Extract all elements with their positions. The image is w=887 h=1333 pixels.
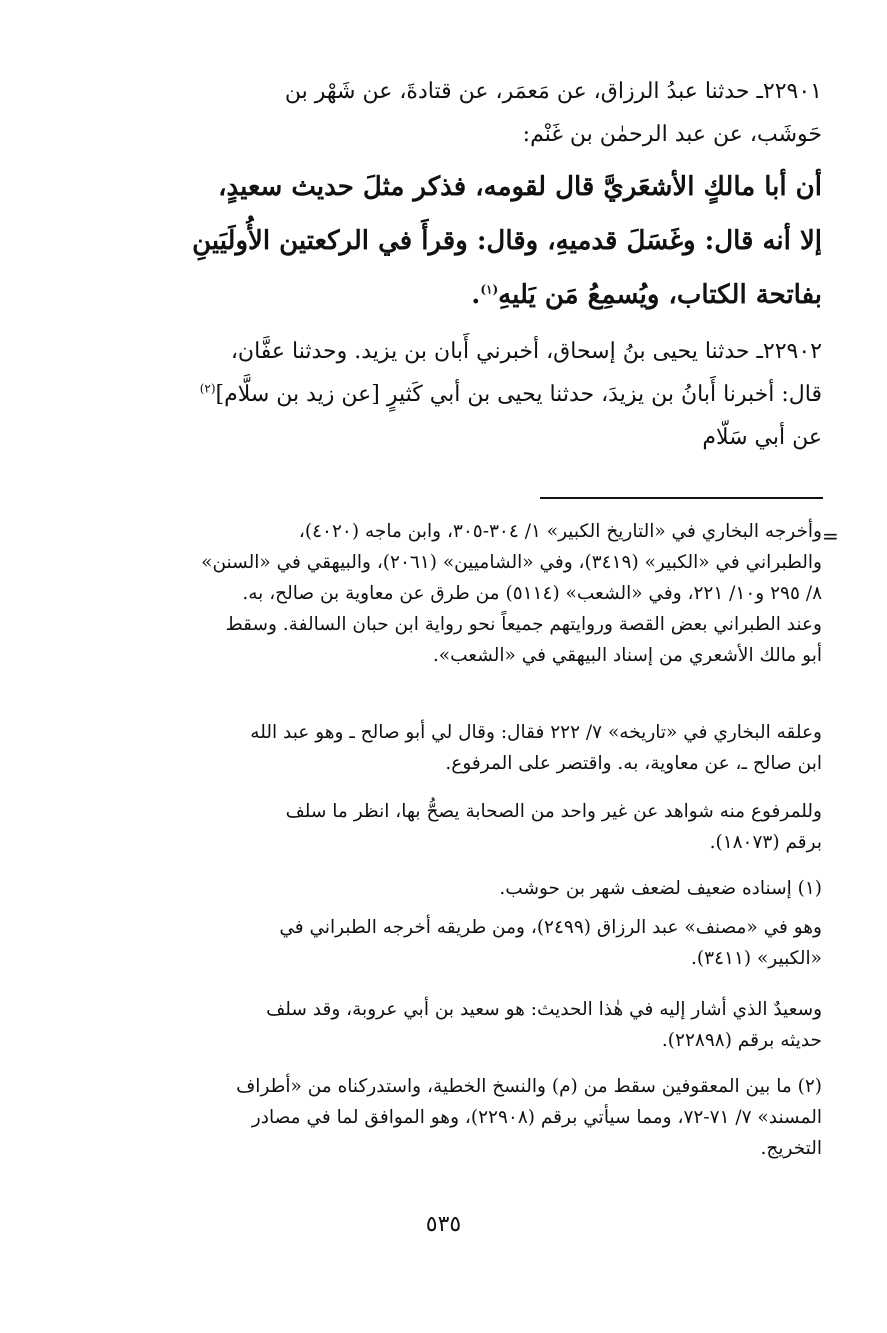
footnote-line: أبو مالك الأشعري من إسناد البيهقي في «الشعب».	[432, 645, 822, 666]
footnotes-group-3	[118, 796, 822, 858]
footnote-1	[118, 873, 822, 904]
text-line: ٢٢٩٠٢ـ حدثنا يحيى بنُ إسحاق، أخبرني أَبان بن يزيد. وحدثنا عفَّان،	[230, 339, 822, 364]
footnote-line: وللمرفوع منه شواهد عن غير واحد من الصحابة يصحُّ بها، انظر ما سلف	[285, 801, 822, 822]
continuation-mark: =	[822, 524, 839, 548]
footnote-separator	[540, 497, 823, 499]
footnote-line: برقم (١٨٠٧٣).	[709, 832, 822, 853]
text-line	[118, 373, 822, 416]
text-span: بفاتحة الكتاب، ويُسمِعُ مَن يَليهِ	[498, 280, 822, 310]
hadith-22901-isnad	[118, 70, 822, 156]
footnote-ref-1: (١)	[480, 282, 499, 297]
footnote-1-note	[118, 994, 822, 1056]
page-number: ٥٣٥	[425, 1212, 462, 1237]
footnote-line: وعند الطبراني بعض القصة وروايتهم جميعاً نحو رواية ابن حبان السالفة. وسقط	[225, 614, 822, 635]
footnote-line: ٨/ ٢٩٥ و١٠/ ٢٢١، وفي «الشعب» (٥١١٤) من طرق عن معاوية بن صالح، به.	[242, 583, 822, 604]
footnote-line: وسعيدٌ الذي أشار إليه في هٰذا الحديث: هو سعيد بن أبي عروبة، وقد سلف	[266, 999, 822, 1020]
footnote-line: «الكبير» (٣٤١١).	[691, 948, 822, 969]
footnote-line: (١) إسناده ضعيف لضعف شهر بن حوشب.	[499, 878, 822, 899]
text-span: قال: أخبرنا أَبانُ بن يزيدَ، حدثنا يحيى بن أبي كَثيرٍ [عن زيد بن سلَّام]	[215, 382, 822, 407]
sentence-end: .	[471, 280, 481, 310]
text-line	[118, 268, 822, 322]
text-line: إلا أنه قال: وغَسَلَ قدميهِ، وقال: وقرأَ في الركعتين الأُولَيَينِ	[192, 226, 822, 256]
footnote-line: المسند» ٧/ ٧١-٧٢، ومما سيأتي برقم (٢٢٩٠٨)، وهو الموافق لما في مصادر	[251, 1107, 822, 1128]
footnote-line: التخريج.	[760, 1138, 822, 1159]
footnotes-group-2	[118, 717, 822, 779]
footnote-line: وهو في «مصنف» عبد الرزاق (٢٤٩٩)، ومن طريقه أخرجه الطبراني في	[279, 917, 822, 938]
footnotes-first-group	[118, 516, 822, 671]
footnote-line: وعلقه البخاري في «تاريخه» ٧/ ٢٢٢ فقال: وقال لي أبو صالح ـ وهو عبد الله	[250, 722, 822, 743]
footnote-line: وأخرجه البخاري في «التاريخ الكبير» ١/ ٣٠٤-٣٠٥، وابن ماجه (٤٠٢٠)،	[298, 521, 822, 542]
text-line: أن أبا مالكٍ الأشعَريَّ قال لقومه، فذكر مثلَ حديث سعيدٍ،	[218, 172, 822, 202]
footnote-line: (٢) ما بين المعقوفين سقط من (م) والنسخ الخطية، واستدركناه من «أطراف	[236, 1076, 822, 1097]
footnote-ref-2: (٢)	[199, 381, 216, 396]
footnote-1-continued	[118, 912, 822, 974]
footnote-line: والطبراني في «الكبير» (٣٤١٩)، وفي «الشاميين» (٢٠٦١)، والبيهقي في «السنن»	[201, 552, 822, 573]
text-line: حَوشَب، عن عبد الرحمٰن بن غَنْم:	[522, 122, 822, 147]
footnote-line: ابن صالح ـ، عن معاوية، به. واقتصر على المرفوع.	[445, 753, 822, 774]
hadith-22902	[118, 330, 822, 459]
text-line: عن أبي سَلّام	[702, 425, 822, 450]
footnote-2	[118, 1071, 822, 1164]
hadith-22901-matn	[118, 160, 822, 322]
footnote-line: حديثه برقم (٢٢٨٩٨).	[661, 1030, 822, 1051]
text-line: ٢٢٩٠١ـ حدثنا عبدُ الرزاق، عن مَعمَر، عن قتادةَ، عن شَهْر بن	[284, 79, 822, 104]
